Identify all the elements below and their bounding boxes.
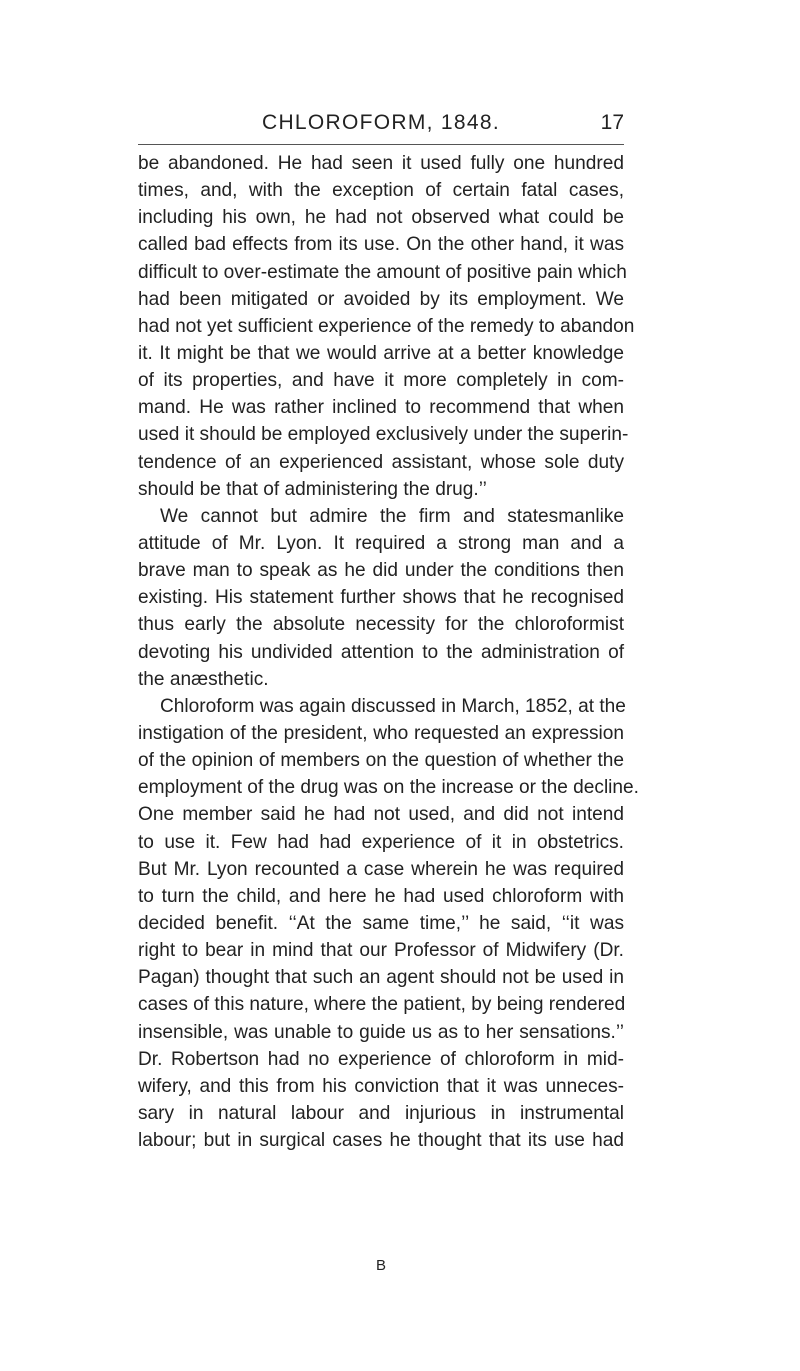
text-line: difficult to over-estimate the amount of positive pain which: [138, 261, 627, 283]
text-line: of its properties, and have it more completely in com-: [138, 370, 624, 392]
text-line: labour; but in surgical cases he thought that its use had: [138, 1130, 624, 1152]
text-line: mand. He was rather inclined to recommend that when: [138, 397, 624, 419]
text-line: had been mitigated or avoided by its employment. We: [138, 288, 624, 310]
body-text: [138, 150, 639, 1154]
text-line: Chloroform was again discussed in March, 1852, at the: [160, 695, 626, 717]
text-line: Pagan) thought that such an agent should not be used in: [138, 967, 624, 989]
page-number: 17: [600, 111, 624, 134]
text-line: attitude of Mr. Lyon. It required a strong man and a: [138, 532, 624, 554]
signature-mark: B: [375, 1257, 386, 1274]
header-rule: [138, 144, 624, 145]
text-line: should be that of administering the drug.’’: [138, 478, 487, 500]
text-line: called bad effects from its use. On the other hand, it was: [138, 234, 624, 256]
text-line: wifery, and this from his conviction that it was unneces-: [138, 1075, 624, 1097]
text-line: cases of this nature, where the patient, by being rendered: [138, 994, 626, 1016]
text-line: be abandoned. He had seen it used fully one hundred: [138, 153, 624, 174]
text-line: it. It might be that we would arrive at a better knowledge: [138, 342, 624, 364]
text-line: of the opinion of members on the question of whether the: [138, 750, 624, 772]
text-line: used it should be employed exclusively under the superin-: [138, 424, 629, 446]
text-line: thus early the absolute necessity for the chloroformist: [138, 614, 624, 636]
text-line: decided benefit. ‘‘At the same time,’’ he said, ‘‘it was: [138, 912, 624, 934]
text-line: including his own, he had not observed what could be: [138, 207, 624, 229]
text-line: had not yet sufficient experience of the remedy to abandon: [138, 315, 635, 337]
text-line: existing. His statement further shows that he recognised: [138, 587, 624, 609]
text-line: employment of the drug was on the increase or the decline.: [138, 777, 639, 799]
running-title: CHLOROFORM, 1848.: [262, 111, 500, 134]
text-line: We cannot but admire the firm and statesmanlike: [160, 505, 624, 527]
text-line: insensible, was unable to guide us as to her sensations.’’: [138, 1021, 624, 1043]
text-line: right to bear in mind that our Professor of Midwifery (Dr.: [138, 940, 624, 962]
text-line: devoting his undivided attention to the administration of: [138, 641, 624, 663]
text-line: times, and, with the exception of certain fatal cases,: [138, 180, 624, 202]
text-line: But Mr. Lyon recounted a case wherein he was required: [138, 858, 624, 880]
text-line: Dr. Robertson had no experience of chloroform in mid-: [138, 1048, 624, 1070]
text-line: brave man to speak as he did under the conditions then: [138, 560, 624, 582]
text-line: the anæsthetic.: [138, 668, 269, 690]
text-line: to turn the child, and here he had used chloroform with: [138, 885, 624, 907]
text-line: sary in natural labour and injurious in instrumental: [138, 1102, 624, 1124]
text-line: One member said he had not used, and did not intend: [138, 804, 624, 826]
running-head: [138, 108, 624, 148]
text-line: tendence of an experienced assistant, whose sole duty: [138, 451, 624, 473]
text-line: instigation of the president, who requested an expression: [138, 722, 624, 744]
text-line: to use it. Few had had experience of it in obstetrics.: [138, 831, 624, 853]
